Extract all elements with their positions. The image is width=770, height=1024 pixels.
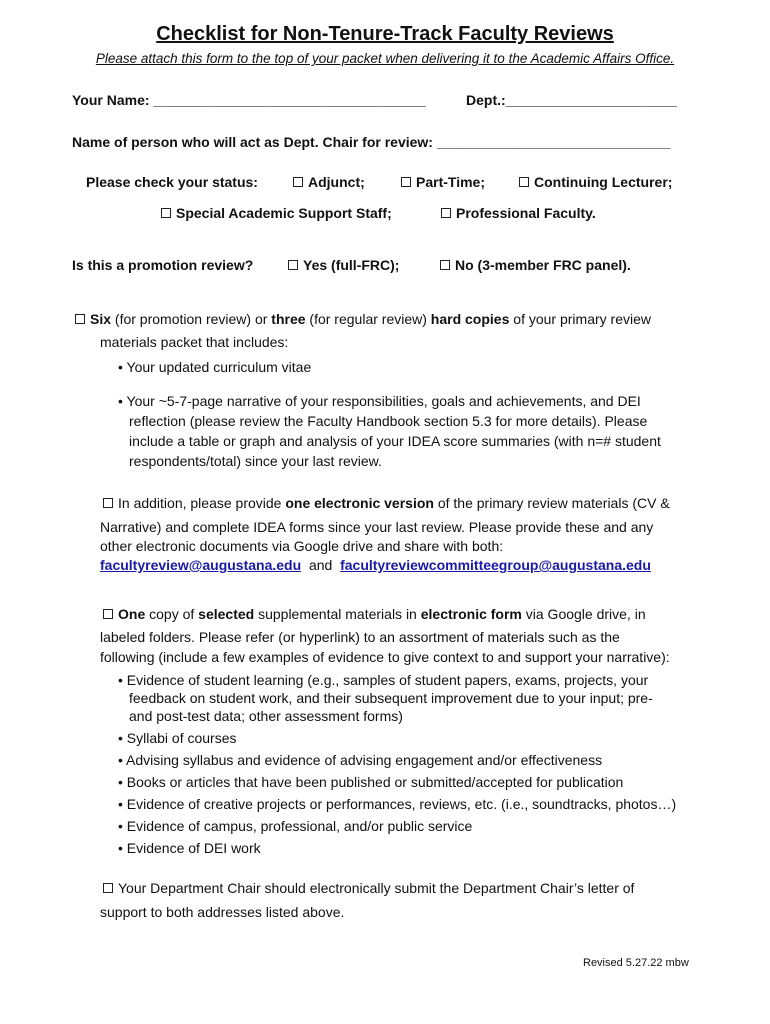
item-chair-letter: [103, 880, 634, 896]
page-title: Checklist for Non-Tenure-Track Faculty Reviews: [156, 23, 614, 45]
list-item-continued: reflection (please review the Faculty Handbook section 5.3 for more details). Please: [129, 413, 648, 429]
checkbox-icon[interactable]: [440, 260, 450, 270]
checkbox-icon[interactable]: [103, 609, 113, 619]
item-supplemental: [103, 606, 646, 622]
text-bold: electronic form: [420, 606, 522, 622]
status-continuing-lecturer[interactable]: [519, 174, 672, 190]
text-bold: three: [271, 311, 306, 327]
text: (for promotion review) or: [111, 311, 272, 327]
status-special-academic-support-label: Special Academic Support Staff;: [176, 205, 392, 221]
list-item-continued: and post-test data; other assessment forms): [129, 708, 403, 724]
text: In addition, please provide: [118, 495, 286, 511]
status-part-time[interactable]: [401, 174, 485, 190]
list-item: • Advising syllabus and evidence of advising engagement and/or effectiveness: [118, 752, 603, 768]
status-professional-faculty-label: Professional Faculty.: [456, 205, 596, 221]
status-part-time-label: Part-Time;: [416, 174, 485, 190]
item-supplemental-line3: following (include a few examples of evidence to give context to and support your narrative):: [100, 649, 670, 665]
list-item: • Evidence of campus, professional, and/or public service: [118, 818, 473, 834]
text: copy of: [145, 606, 199, 622]
text-bold: selected: [198, 606, 255, 622]
text-bold: One: [118, 606, 146, 622]
checkbox-icon[interactable]: [75, 314, 85, 324]
item-supplemental-line2: labeled folders. Please refer (or hyperlink) to an assortment of materials such as the: [100, 629, 620, 645]
promotion-yes[interactable]: [288, 257, 399, 273]
chair-field-label: Name of person who will act as Dept. Chair for review: ______________________________: [72, 134, 671, 150]
text: (for regular review): [305, 311, 431, 327]
promotion-no[interactable]: [440, 257, 631, 273]
item-electronic-version-line3: other electronic documents via Google drive and share with both:: [100, 538, 504, 554]
list-item: • Evidence of creative projects or performances, reviews, etc. (i.e., soundtracks, photos…): [118, 796, 677, 812]
text: and: [308, 557, 333, 573]
item-electronic-version-line2: Narrative) and complete IDEA forms since your last review. Please provide these and any: [100, 519, 654, 535]
list-item-continued: include a table or graph and analysis of your IDEA score summaries (with n=# student: [129, 433, 661, 449]
status-continuing-lecturer-label: Continuing Lecturer;: [534, 174, 673, 190]
text-bold: Six: [90, 311, 112, 327]
status-professional-faculty[interactable]: [441, 205, 596, 221]
item-hard-copies: [75, 311, 651, 327]
text: of the primary review materials (CV &: [433, 495, 670, 511]
email-link-facultyreview[interactable]: facultyreview@augustana.edu: [100, 557, 302, 573]
promotion-no-label: No (3-member FRC panel).: [455, 257, 631, 273]
list-item-continued: feedback on student work, and their subsequent improvement due to your input; pre-: [129, 690, 653, 706]
text: of your primary review: [509, 311, 651, 327]
checkbox-icon[interactable]: [293, 177, 303, 187]
text: via Google drive, in: [521, 606, 646, 622]
list-item: • Your updated curriculum vitae: [118, 359, 312, 375]
list-item: • Your ~5-7-page narrative of your responsibilities, goals and achievements, and DEI: [118, 393, 641, 409]
page-subtitle: Please attach this form to the top of your packet when delivering it to the Academic Affairs Office.: [95, 51, 675, 66]
promotion-label: Is this a promotion review?: [72, 257, 254, 273]
dept-field-label: Dept.:______________________: [466, 92, 677, 108]
checkbox-icon[interactable]: [519, 177, 529, 187]
revision-note: Revised 5.27.22 mbw: [583, 957, 689, 969]
text: supplemental materials in: [254, 606, 421, 622]
status-special-academic-support[interactable]: [161, 205, 392, 221]
text: Your Department Chair should electronically submit the Department Chair’s letter of: [118, 880, 635, 896]
list-item: • Books or articles that have been published or submitted/accepted for publication: [118, 774, 624, 790]
item-chair-letter-line2: support to both addresses listed above.: [100, 904, 345, 920]
item-electronic-version: [103, 495, 670, 511]
checkbox-icon[interactable]: [288, 260, 298, 270]
status-adjunct-label: Adjunct;: [308, 174, 365, 190]
status-label: Please check your status:: [86, 174, 258, 190]
name-field-label: Your Name: ___________________________________: [72, 92, 426, 108]
status-adjunct[interactable]: [293, 174, 365, 190]
item-hard-copies-line2: materials packet that includes:: [100, 334, 289, 350]
email-link-committee[interactable]: facultyreviewcommitteegroup@augustana.edu: [340, 557, 651, 573]
email-links: [100, 557, 651, 573]
checkbox-icon[interactable]: [103, 498, 113, 508]
checkbox-icon[interactable]: [103, 883, 113, 893]
promotion-yes-label: Yes (full-FRC);: [303, 257, 400, 273]
checkbox-icon[interactable]: [401, 177, 411, 187]
text-bold: hard copies: [430, 311, 510, 327]
checkbox-icon[interactable]: [441, 208, 451, 218]
list-item: • Evidence of student learning (e.g., samples of student papers, exams, projects, your: [118, 672, 649, 688]
list-item-continued: respondents/total) since your last review.: [129, 453, 382, 469]
checkbox-icon[interactable]: [161, 208, 171, 218]
list-item: • Syllabi of courses: [118, 730, 237, 746]
list-item: • Evidence of DEI work: [118, 840, 261, 856]
text-bold: one electronic version: [285, 495, 434, 511]
